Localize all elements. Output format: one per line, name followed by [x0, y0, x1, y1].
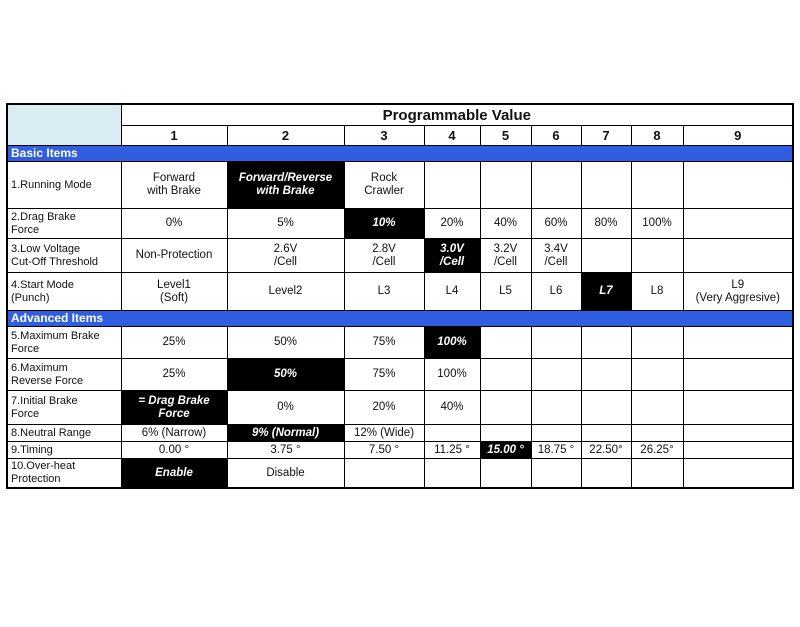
value-cell-low-voltage-8 — [631, 239, 683, 273]
value-text: 18.75 ° — [537, 443, 575, 456]
value-text: 12% (Wide) — [353, 426, 415, 439]
value-text: /Cell — [439, 255, 465, 268]
value-cell-low-voltage-2 — [227, 239, 344, 273]
value-cell-drag-brake-1 — [121, 209, 227, 239]
value-cell-max-reverse-3 — [344, 359, 424, 391]
row-label-line: Cut-Off Threshold — [11, 255, 99, 268]
column-header-4: 4 — [424, 126, 480, 146]
programmable-value-header: Programmable Value — [121, 104, 793, 126]
value-text: 3.4V — [544, 242, 568, 255]
column-number-row — [7, 126, 793, 146]
row-label-line: Force — [11, 407, 40, 420]
value-text: with Brake — [256, 185, 315, 197]
value-text: /Cell — [544, 255, 568, 268]
value-cell-drag-brake-7 — [581, 209, 631, 239]
value-text: L3 — [377, 285, 391, 297]
value-cell-max-brake-4 — [424, 327, 480, 359]
value-text: 100% — [642, 217, 672, 229]
value-cell-start-mode-2 — [227, 273, 344, 311]
column-header-8: 8 — [631, 126, 683, 146]
value-cell-start-mode-1 — [121, 273, 227, 311]
row-neutral-range — [7, 425, 793, 442]
row-label-line: 6.Maximum — [11, 361, 68, 374]
value-text: 5% — [277, 217, 294, 229]
value-cell-over-heat-9 — [683, 459, 793, 489]
value-cell-drag-brake-9 — [683, 209, 793, 239]
value-cell-neutral-range-7 — [581, 425, 631, 442]
value-cell-timing-2 — [227, 442, 344, 459]
value-text: L5 — [499, 285, 512, 297]
value-cell-neutral-range-4 — [424, 425, 480, 442]
value-text: /Cell — [273, 255, 297, 268]
value-cell-initial-brake-1 — [121, 391, 227, 425]
value-text: 40% — [493, 217, 518, 229]
value-text: 20% — [372, 401, 396, 413]
value-cell-max-reverse-6 — [531, 359, 581, 391]
value-text: 60% — [544, 217, 568, 229]
value-cell-max-brake-9 — [683, 327, 793, 359]
row-label-line: 2.Drag Brake — [11, 210, 76, 223]
value-cell-initial-brake-7 — [581, 391, 631, 425]
value-text: 7.50 ° — [368, 443, 400, 456]
row-label-line: 1.Running Mode — [11, 178, 92, 191]
value-cell-over-heat-5 — [480, 459, 531, 489]
value-cell-drag-brake-5 — [480, 209, 531, 239]
value-text: 9% (Normal) — [251, 426, 320, 439]
row-label-line: 5.Maximum Brake — [11, 329, 100, 342]
value-cell-timing-8 — [631, 442, 683, 459]
value-text: Crawler — [364, 185, 404, 197]
row-label-line: Reverse Force — [11, 374, 84, 387]
value-text: 26.25° — [640, 443, 674, 456]
value-text: 3.0V — [440, 242, 464, 255]
value-text: 75% — [372, 368, 396, 380]
row-label-neutral-range — [7, 425, 121, 442]
value-text: with Brake — [147, 185, 201, 197]
value-text: 0.00 ° — [158, 443, 190, 456]
value-cell-running-mode-2 — [227, 162, 344, 209]
programmable-values-table — [6, 103, 794, 489]
row-start-mode — [7, 273, 793, 311]
title-row — [7, 104, 793, 126]
value-cell-neutral-range-9 — [683, 425, 793, 442]
settings-table-container — [6, 103, 792, 489]
value-cell-over-heat-4 — [424, 459, 480, 489]
value-cell-drag-brake-4 — [424, 209, 480, 239]
value-cell-start-mode-8 — [631, 273, 683, 311]
value-text: 25% — [162, 336, 186, 348]
column-header-5: 5 — [480, 126, 531, 146]
value-cell-neutral-range-3 — [344, 425, 424, 442]
value-cell-over-heat-2 — [227, 459, 344, 489]
row-label-timing — [7, 442, 121, 459]
row-label-drag-brake — [7, 209, 121, 239]
section-row-advanced — [7, 311, 793, 327]
value-text: Non-Protection — [135, 249, 213, 261]
column-header-2: 2 — [227, 126, 344, 146]
row-label-line: 3.Low Voltage — [11, 242, 81, 255]
value-text: 75% — [372, 336, 396, 348]
value-cell-max-reverse-2 — [227, 359, 344, 391]
value-text: 80% — [594, 217, 618, 229]
value-cell-drag-brake-3 — [344, 209, 424, 239]
row-label-line: (Punch) — [11, 291, 50, 304]
value-cell-start-mode-9 — [683, 273, 793, 311]
row-label-line: Force — [11, 342, 40, 355]
value-cell-max-reverse-9 — [683, 359, 793, 391]
value-cell-running-mode-1 — [121, 162, 227, 209]
row-label-line: 7.Initial Brake — [11, 394, 78, 407]
value-cell-drag-brake-2 — [227, 209, 344, 239]
row-label-line: 4.Start Mode — [11, 278, 74, 291]
value-cell-max-brake-1 — [121, 327, 227, 359]
value-cell-max-brake-3 — [344, 327, 424, 359]
row-label-over-heat — [7, 459, 121, 489]
value-cell-start-mode-4 — [424, 273, 480, 311]
value-text: 100% — [437, 336, 467, 348]
value-cell-low-voltage-3 — [344, 239, 424, 273]
value-text: 100% — [437, 368, 467, 380]
value-text: 2.8V — [372, 242, 396, 255]
value-cell-initial-brake-3 — [344, 391, 424, 425]
value-cell-neutral-range-6 — [531, 425, 581, 442]
value-cell-running-mode-4 — [424, 162, 480, 209]
value-cell-low-voltage-7 — [581, 239, 631, 273]
value-text: = Drag Brake — [138, 394, 210, 407]
value-cell-low-voltage-5 — [480, 239, 531, 273]
value-cell-max-reverse-1 — [121, 359, 227, 391]
value-text: /Cell — [493, 255, 517, 268]
row-low-voltage — [7, 239, 793, 273]
row-drag-brake — [7, 209, 793, 239]
row-label-line: 10.Over-heat — [11, 460, 76, 472]
value-text: L8 — [650, 285, 664, 297]
value-cell-low-voltage-4 — [424, 239, 480, 273]
section-title-advanced: Advanced Items — [7, 311, 793, 327]
value-cell-over-heat-1 — [121, 459, 227, 489]
corner-cell — [7, 104, 121, 146]
value-text: Level1 — [157, 278, 191, 291]
value-text: Enable — [155, 466, 193, 479]
value-cell-neutral-range-8 — [631, 425, 683, 442]
value-cell-neutral-range-5 — [480, 425, 531, 442]
value-text: 3.75 ° — [270, 443, 301, 456]
value-cell-low-voltage-1 — [121, 239, 227, 273]
value-cell-low-voltage-6 — [531, 239, 581, 273]
value-cell-running-mode-8 — [631, 162, 683, 209]
value-text: (Very Aggresive) — [695, 291, 780, 304]
row-running-mode — [7, 162, 793, 209]
value-cell-max-brake-6 — [531, 327, 581, 359]
value-cell-initial-brake-4 — [424, 391, 480, 425]
row-over-heat — [7, 459, 793, 489]
column-header-6: 6 — [531, 126, 581, 146]
value-text: Forward/Reverse — [238, 172, 333, 184]
column-header-1: 1 — [121, 126, 227, 146]
section-title-basic: Basic Items — [7, 146, 793, 162]
value-text: Disable — [266, 466, 305, 479]
value-cell-neutral-range-2 — [227, 425, 344, 442]
value-cell-start-mode-3 — [344, 273, 424, 311]
row-label-running-mode — [7, 162, 121, 209]
value-text: L7 — [599, 285, 613, 297]
value-text: 3.2V — [493, 242, 518, 255]
row-label-max-reverse — [7, 359, 121, 391]
value-text: 50% — [273, 336, 298, 348]
value-cell-max-brake-2 — [227, 327, 344, 359]
value-cell-running-mode-3 — [344, 162, 424, 209]
value-text: Forward — [152, 172, 196, 184]
value-text: L9 — [731, 278, 745, 291]
value-text: /Cell — [372, 255, 396, 268]
value-cell-timing-9 — [683, 442, 793, 459]
row-label-initial-brake — [7, 391, 121, 425]
row-label-start-mode — [7, 273, 121, 311]
row-label-max-brake — [7, 327, 121, 359]
value-cell-drag-brake-6 — [531, 209, 581, 239]
row-label-line: Protection — [11, 473, 61, 485]
value-cell-timing-4 — [424, 442, 480, 459]
row-label-line: 9.Timing — [11, 443, 53, 456]
value-cell-initial-brake-2 — [227, 391, 344, 425]
value-cell-running-mode-7 — [581, 162, 631, 209]
column-header-7: 7 — [581, 126, 631, 146]
value-cell-start-mode-6 — [531, 273, 581, 311]
value-cell-initial-brake-9 — [683, 391, 793, 425]
value-cell-initial-brake-6 — [531, 391, 581, 425]
value-cell-start-mode-7 — [581, 273, 631, 311]
value-cell-over-heat-6 — [531, 459, 581, 489]
value-text: L4 — [445, 285, 459, 297]
value-cell-running-mode-5 — [480, 162, 531, 209]
value-text: 50% — [273, 368, 298, 380]
value-cell-max-reverse-4 — [424, 359, 480, 391]
value-cell-timing-5 — [480, 442, 531, 459]
value-text: Level2 — [268, 285, 303, 297]
value-cell-running-mode-6 — [531, 162, 581, 209]
value-cell-over-heat-8 — [631, 459, 683, 489]
value-cell-timing-7 — [581, 442, 631, 459]
value-text: Rock — [370, 172, 398, 184]
value-text: 2.6V — [273, 242, 298, 255]
value-text: 40% — [440, 401, 464, 413]
value-cell-neutral-range-1 — [121, 425, 227, 442]
row-timing — [7, 442, 793, 459]
row-max-brake — [7, 327, 793, 359]
value-cell-max-brake-8 — [631, 327, 683, 359]
value-cell-timing-6 — [531, 442, 581, 459]
row-initial-brake — [7, 391, 793, 425]
value-text: 11.25 ° — [434, 443, 470, 456]
value-cell-max-reverse-8 — [631, 359, 683, 391]
value-cell-low-voltage-9 — [683, 239, 793, 273]
value-text: 25% — [162, 368, 186, 380]
value-text: 20% — [440, 217, 464, 229]
value-cell-initial-brake-8 — [631, 391, 683, 425]
section-row-basic — [7, 146, 793, 162]
value-text: 15.00 ° — [487, 443, 524, 456]
value-cell-max-reverse-5 — [480, 359, 531, 391]
value-cell-over-heat-7 — [581, 459, 631, 489]
value-text: 6% (Narrow) — [141, 426, 207, 439]
value-text: (Soft) — [159, 291, 189, 304]
value-cell-running-mode-9 — [683, 162, 793, 209]
value-text: L6 — [549, 285, 563, 297]
row-label-line: Force — [11, 223, 40, 236]
column-header-9: 9 — [683, 126, 793, 146]
value-text: 0% — [165, 217, 183, 229]
value-cell-timing-3 — [344, 442, 424, 459]
value-cell-over-heat-3 — [344, 459, 424, 489]
value-text: 10% — [372, 217, 396, 229]
value-cell-max-brake-5 — [480, 327, 531, 359]
value-text: 0% — [277, 401, 294, 413]
value-cell-initial-brake-5 — [480, 391, 531, 425]
value-cell-start-mode-5 — [480, 273, 531, 311]
value-cell-timing-1 — [121, 442, 227, 459]
column-header-3: 3 — [344, 126, 424, 146]
value-text: Force — [158, 407, 190, 420]
value-cell-drag-brake-8 — [631, 209, 683, 239]
row-label-line: 8.Neutral Range — [11, 426, 92, 439]
value-cell-max-reverse-7 — [581, 359, 631, 391]
row-label-low-voltage — [7, 239, 121, 273]
value-text: 22.50° — [589, 443, 623, 456]
value-cell-max-brake-7 — [581, 327, 631, 359]
row-max-reverse — [7, 359, 793, 391]
